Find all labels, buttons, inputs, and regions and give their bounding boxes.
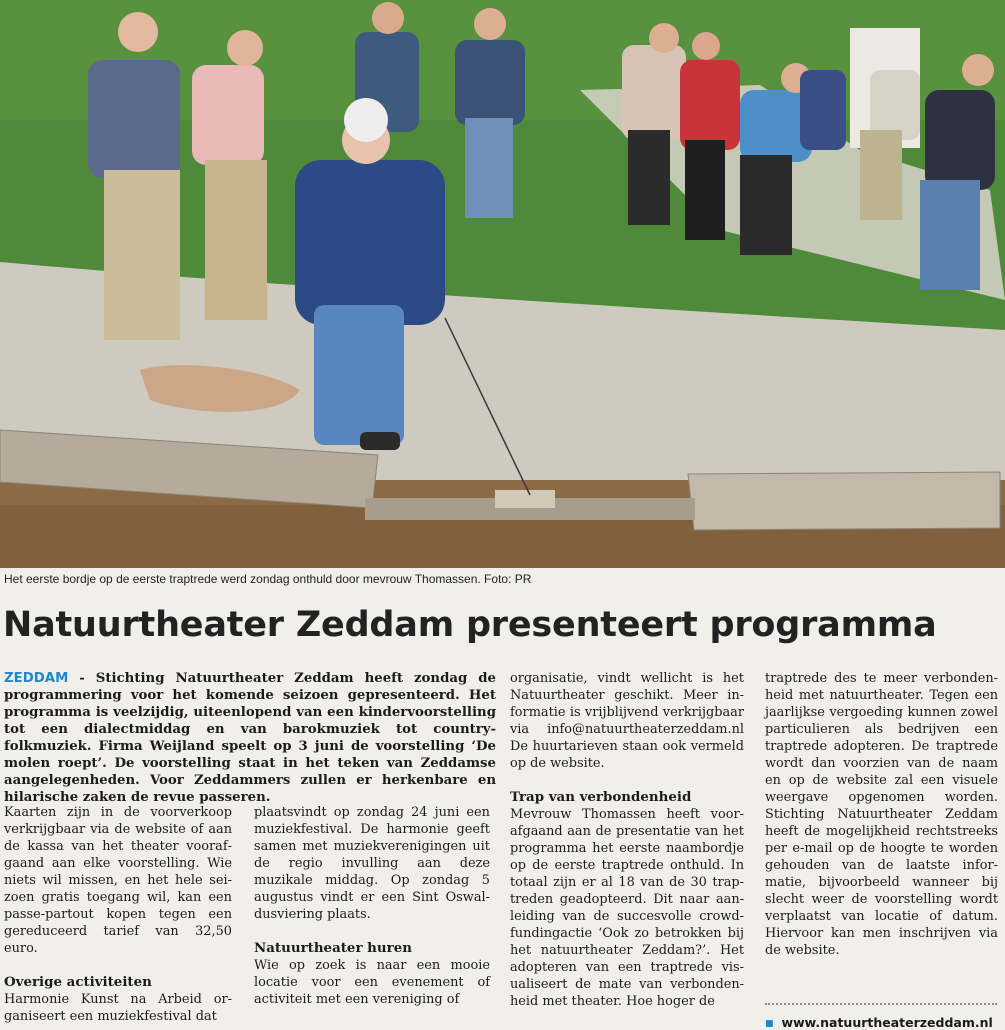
paragraph: Harmonie Kunst na Arbeid organiseert een muziekfestival dat xyxy=(4,992,232,1024)
website-link[interactable] xyxy=(765,1015,997,1030)
article-lead xyxy=(4,670,496,806)
column-3 xyxy=(510,670,744,1010)
paragraph: Wie op zoek is naar een mooie locatie voor een evenement of activiteit met een vereniging of xyxy=(254,958,490,1007)
subheading-natuurtheater-huren: Natuurtheater huren xyxy=(254,940,412,956)
paragraph: plaatsvindt op zondag 24 juni een muziekfestival. De harmonie geeft samen met muziekverenigingen uit de regio invulling aan deze muzikale middag. Op zondag 5 augustus vindt er een Sint Oswaldusviering plaats. xyxy=(254,805,490,922)
subheading-trap-van-verbondenheid: Trap van verbondenheid xyxy=(510,789,692,805)
dateline-place: ZEDDAM xyxy=(4,671,69,686)
dotted-divider xyxy=(765,1003,997,1005)
lead-text: - Stichting Natuurtheater Zeddam heeft zondag de programmering voor het komende seizoen gepresenteerd. Het programma is veelzijdig, uiteenlopend van een kindervoorstelling tot een dialectmiddag en van barokmuziek tot country-folkmuziek. Firma Weijland speelt op 3 juni de voorstelling ‘De molen roept’. De voorstelling staat in het teken van Zeddamse aangelegenheden. Voor Zeddammers zullen er herkenbare en hilarische zaken de revue passeren. xyxy=(4,671,496,805)
photo-caption: Het eerste bordje op de eerste traptrede werd zondag onthuld door mevrouw Thomassen. Foto: PR xyxy=(4,572,532,586)
subheading-overige-activiteiten: Overige activiteiten xyxy=(4,974,152,990)
website-url[interactable]: www.natuurtheaterzeddam.nl xyxy=(781,1015,993,1030)
article-headline: Natuurtheater Zeddam presenteert programma xyxy=(3,605,937,645)
paragraph: organisatie, vindt wellicht is het Natuurtheater geschikt. Meer informatie is vrijblijvend verkrijgbaar via info@natuurtheaterzeddam.nl De huurtarieven staan ook vermeld op de website. xyxy=(510,671,744,771)
paragraph: Kaarten zijn in de voorverkoop verkrijgbaar via de website of aan de kassa van het theater voorafgaand aan elke voorstelling. Wie niets wil missen, en het hele seizoen gratis toegang wil, kan een passe-partout kopen tegen een gereduceerd tarief van 32,50 euro. xyxy=(4,805,232,956)
paragraph: Mevrouw Thomassen heeft voorafgaand aan de presentatie van het programma het eerste naambordje op de eerste traptrede onthuld. In totaal zijn er al 18 van de 30 traptreden geadopteerd. Dit naar aanleiding van de succesvolle crowdfundingactie ‘Ook zo betrokken bij het natuurtheater Zeddam?’. Het adopteren van een traptrede visualiseert de mate van verbondenheid met theater. Hoe hoger de xyxy=(510,807,744,1009)
paragraph: traptrede des te meer verbondenheid met natuurtheater. Tegen een jaarlijkse vergoeding kunnen zowel particulieren als bedrijven een traptrede adopteren. De traptrede wordt dan voorzien van de naam en op de website zal een visuele weergave opgenomen worden. Stichting Natuurtheater Zeddam heeft de mogelijkheid rechtstreeks per e-mail op de hoogte te worden gehouden van de laatste informatie, bijvoorbeeld wanneer bij slecht weer de voorstelling wordt verplaatst van locatie of datum. Hiervoor kan men inschrijven via de website. xyxy=(765,671,998,958)
bullet-square-icon: ■ xyxy=(765,1019,774,1029)
column-1 xyxy=(4,804,232,1025)
column-4 xyxy=(765,670,998,959)
column-2 xyxy=(254,804,490,1008)
